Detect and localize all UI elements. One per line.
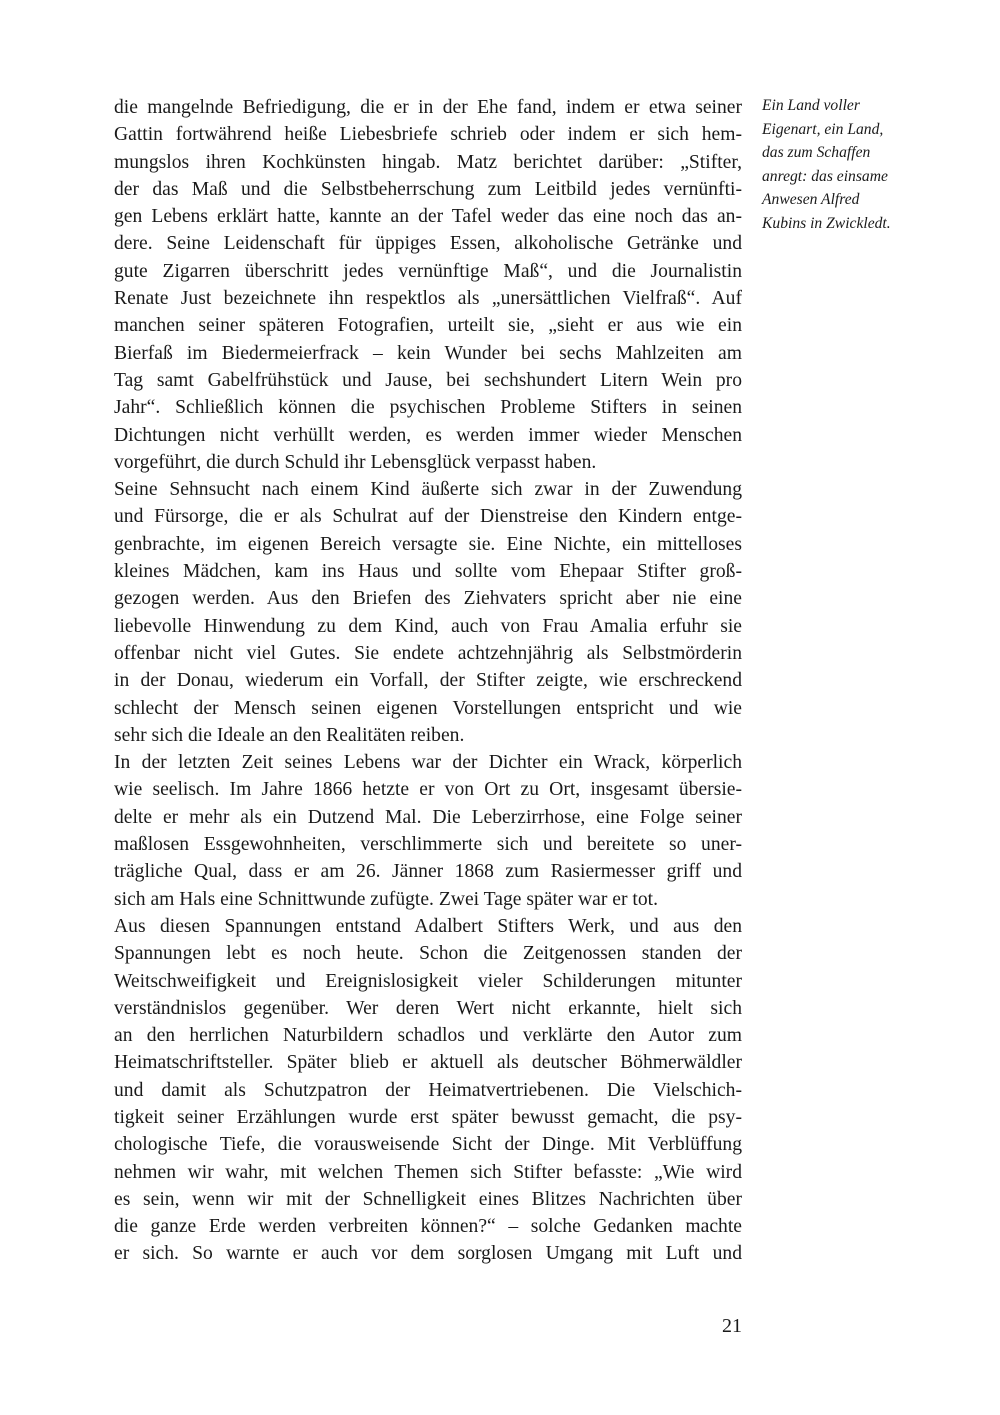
- text-line: chologische Tiefe, die vorausweisende Sicht der Dinge. Mit Verblüffung: [114, 1134, 742, 1156]
- text-line: verständnislos gegenüber. Wer deren Wert nicht erkannte, hielt sich: [114, 997, 742, 1019]
- text-line: und Fürsorge, die er als Schulrat auf der Dienstreise den Kindern entge-: [114, 506, 742, 528]
- caption-line: Kubins in Zwickledt.: [762, 214, 891, 232]
- caption-line: Anwesen Alfred: [762, 191, 860, 209]
- text-line: er sich. So warnte er auch vor dem sorglosen Umgang mit Luft und: [114, 1243, 742, 1265]
- text-line: wie seelisch. Im Jahre 1866 hetzte er von Ort zu Ort, insgesamt übersie-: [114, 779, 742, 801]
- caption-line: anregt: das einsame: [762, 167, 888, 185]
- text-line: Renate Just bezeichnete ihn respektlos als „unersättlichen Vielfraß“. Auf: [114, 288, 742, 310]
- text-line: manchen seiner späteren Fotografien, urteilt sie, „sieht er aus wie ein: [114, 315, 742, 337]
- margin-caption: [762, 94, 962, 236]
- text-line: Spannungen lebt es noch heute. Schon die Zeitgenossen standen der: [114, 943, 742, 965]
- caption-line: Ein Land voller: [762, 97, 860, 114]
- text-line: mungslos ihren Kochkünsten hingab. Matz berichtet darüber: „Stifter,: [114, 151, 742, 173]
- text-line: In der letzten Zeit seines Lebens war der Dichter ein Wrack, körperlich: [114, 752, 742, 774]
- caption-line: Eigenart, ein Land,: [762, 120, 884, 138]
- text-line: Aus diesen Spannungen entstand Adalbert Stifters Werk, und aus den: [114, 915, 742, 937]
- text-line: die mangelnde Befriedigung, die er in der Ehe fand, indem er etwa seiner: [114, 97, 742, 118]
- text-line: gezogen werden. Aus den Briefen des Ziehvaters spricht aber nie eine: [114, 588, 742, 610]
- paragraph-last-line: sehr sich die Ideale an den Realitäten reiben.: [114, 724, 465, 746]
- text-line: es sein, wenn wir mit der Schnelligkeit eines Blitzes Nachrichten über: [114, 1188, 742, 1210]
- paragraph-last-line: sich am Hals eine Schnittwunde zufügte. Zwei Tage später war er tot.: [114, 888, 658, 910]
- text-line: und damit als Schutzpatron der Heimatvertriebenen. Die Vielschich-: [114, 1079, 742, 1101]
- page-number: 21: [722, 1315, 742, 1337]
- text-line: Jahr“. Schließlich können die psychischen Probleme Stifters in seinen: [114, 397, 742, 419]
- text-line: liebevolle Hinwendung zu dem Kind, auch von Frau Amalia erfuhr sie: [114, 615, 742, 637]
- text-line: genbrachte, im eigenen Bereich versagte sie. Eine Nichte, ein mittelloses: [114, 533, 742, 555]
- text-line: Seine Sehnsucht nach einem Kind äußerte sich zwar in der Zuwendung: [114, 479, 742, 501]
- text-line: Bierfaß im Biedermeierfrack – kein Wunder bei sechs Mahlzeiten am: [114, 342, 742, 364]
- text-line: Weitschweifigkeit und Ereignislosigkeit vieler Schilderungen mitunter: [114, 970, 742, 992]
- text-line: nehmen wir wahr, mit welchen Themen sich Stifter befasste: „Wie wird: [114, 1161, 742, 1183]
- text-line: in der Donau, wiederum ein Vorfall, der Stifter zeigte, wie erschreckend: [114, 670, 742, 692]
- text-line: Heimatschriftsteller. Später blieb er aktuell als deutscher Böhmerwäldler: [114, 1052, 742, 1074]
- text-line: dere. Seine Leidenschaft für üppiges Essen, alkoholische Getränke und: [114, 233, 742, 255]
- text-line: maßlosen Essgewohnheiten, verschlimmerte sich und bereitete so uner-: [114, 834, 742, 856]
- text-line: gute Zigarren überschritt jedes vernünftige Maß“, und die Journalistin: [114, 260, 742, 282]
- text-line: schlecht der Mensch seinen eigenen Vorstellungen entspricht und wie: [114, 697, 742, 719]
- body-text: [114, 94, 742, 1268]
- paragraph-last-line: vorgeführt, die durch Schuld ihr Lebensglück verpasst haben.: [114, 451, 597, 473]
- text-line: Dichtungen nicht verhüllt werden, es werden immer wieder Menschen: [114, 424, 742, 446]
- text-line: gen Lebens erklärt hatte, kannte an der Tafel weder das eine noch das an-: [114, 206, 742, 228]
- text-line: tigkeit seiner Erzählungen wurde erst später bewusst gemacht, die psy-: [114, 1106, 742, 1128]
- text-line: der das Maß und die Selbstbeherrschung zum Leitbild jedes vernünfti-: [114, 178, 742, 200]
- text-line: delte er mehr als ein Dutzend Mal. Die Leberzirrhose, eine Folge seiner: [114, 806, 742, 828]
- text-line: die ganze Erde werden verbreiten können?“ – solche Gedanken machte: [114, 1216, 742, 1238]
- text-line: kleines Mädchen, kam ins Haus und sollte vom Ehepaar Stifter groß-: [114, 561, 742, 583]
- text-line: Gattin fortwährend heiße Liebesbriefe schrieb oder indem er sich hem-: [114, 124, 742, 146]
- text-line: Tag samt Gabelfrühstück und Jause, bei sechshundert Litern Wein pro: [114, 369, 742, 391]
- caption-line: das zum Schaffen: [762, 144, 871, 162]
- text-line: an den herrlichen Naturbildern schadlos und verklärte den Autor zum: [114, 1025, 742, 1047]
- text-line: trägliche Qual, dass er am 26. Jänner 1868 zum Rasiermesser griff und: [114, 861, 742, 883]
- text-line: offenbar nicht viel Gutes. Sie endete achtzehnjährig als Selbstmörderin: [114, 642, 742, 664]
